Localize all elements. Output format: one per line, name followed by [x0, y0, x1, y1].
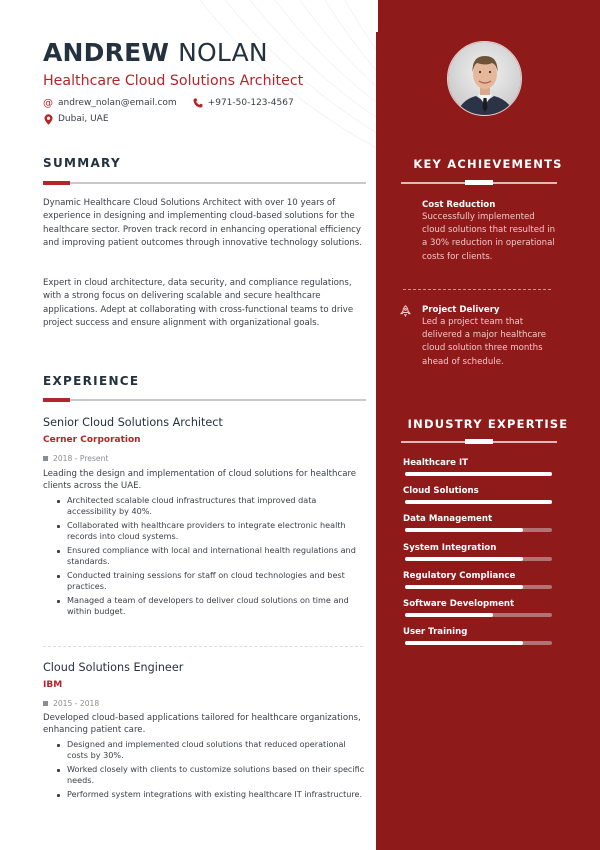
skill-bar-track	[405, 528, 552, 532]
skill-bar-track	[405, 613, 552, 617]
profile-photo	[447, 41, 522, 116]
job-description: Developed cloud-based applications tailored for healthcare organizations, enhancing patient care.	[43, 713, 361, 735]
job-separator	[43, 646, 363, 647]
experience-rule	[43, 399, 366, 401]
job-dates-text: 2015 - 2018	[53, 699, 100, 708]
rule-knob	[465, 439, 493, 444]
skill-item	[403, 543, 553, 561]
rule-accent	[43, 181, 70, 185]
contact-phone[interactable]	[193, 98, 294, 108]
skill-label: Software Development	[403, 599, 515, 609]
rocket-icon	[400, 305, 412, 317]
job-bullets	[55, 739, 367, 803]
company-name: IBM	[43, 680, 63, 690]
job-bullet: Performed system integrations with existing healthcare IT infrastructure.	[55, 789, 367, 800]
skill-label: Healthcare IT	[403, 458, 469, 468]
skill-item	[403, 599, 553, 617]
skill-label: Data Management	[403, 514, 493, 525]
job-bullet: Ensured compliance with local and international health regulations and standards.	[55, 545, 367, 567]
skill-item	[403, 514, 553, 532]
summary-paragraph-2: Expert in cloud architecture, data security, and compliance regulations, with a strong focus on delivering scalable and secure healthcare applications. Adept at collaborating with cross-functional teams to drive project success and ensure alignment with organizational goals.	[43, 278, 354, 329]
skill-bar-track	[405, 585, 552, 589]
skill-item	[403, 627, 553, 645]
sidebar-notch	[376, 0, 378, 32]
job-title: Cloud Solutions Engineer	[43, 661, 184, 674]
skill-item	[403, 458, 553, 476]
expertise-heading: INDUSTRY EXPERTISE	[407, 417, 569, 431]
summary-rule	[43, 182, 366, 184]
location-text: Dubai, UAE	[58, 114, 109, 124]
contact-email[interactable]	[43, 98, 177, 108]
calendar-icon	[43, 701, 48, 706]
skill-item	[403, 486, 553, 504]
skill-bar-fill	[405, 641, 523, 645]
summary-paragraph-1: Dynamic Healthcare Cloud Solutions Architect with over 10 years of experience in designing and implementing cloud-based solutions for the healthcare sector. Proven track record in enhancing operational efficiency and improving patient outcomes through innovative technology solutions.	[43, 198, 363, 249]
job-dates-text: 2018 - Present	[53, 454, 109, 463]
skill-bar-fill	[405, 500, 552, 504]
skill-bar-track	[405, 472, 552, 476]
calendar-icon	[43, 456, 48, 461]
candidate-name	[43, 38, 268, 67]
summary-heading: SUMMARY	[43, 156, 121, 170]
achievements-heading: KEY ACHIEVEMENTS	[413, 157, 563, 171]
achievement-title: Cost Reduction	[422, 200, 496, 210]
achievement-description: Successfully implemented cloud solutions that resulted in a 30% reduction in operational costs for clients.	[422, 212, 556, 262]
at-icon: @	[43, 97, 53, 109]
job-title: Senior Cloud Solutions Architect	[43, 416, 223, 429]
skill-label: Cloud Solutions	[403, 486, 479, 497]
job-bullet: Worked closely with clients to customize solutions based on their specific needs.	[55, 764, 367, 786]
skill-bar-track	[405, 557, 552, 561]
achievement-item	[400, 304, 560, 369]
map-pin-icon	[43, 114, 53, 124]
contact-info	[43, 95, 310, 127]
achievement-description: Led a project team that delivered a major healthcare cloud solution three months ahead of schedule.	[422, 317, 547, 367]
rule-knob	[465, 180, 493, 185]
skill-bar-fill	[405, 557, 523, 561]
job-bullet: Conducted training sessions for staff on cloud technologies and best practices.	[55, 570, 367, 592]
skill-bar-fill	[405, 585, 523, 589]
skill-label: System Integration	[403, 542, 497, 553]
contact-location	[43, 114, 109, 124]
experience-heading: EXPERIENCE	[43, 374, 140, 388]
job-description: Leading the design and implementation of cloud solutions for healthcare clients across the UAE.	[43, 469, 357, 491]
expertise-rule	[401, 441, 557, 443]
email-text: andrew_nolan@email.com	[58, 98, 177, 108]
skill-item	[403, 571, 553, 589]
job-bullets	[55, 495, 367, 620]
achievement-separator	[403, 289, 551, 290]
job-bullet: Collaborated with healthcare providers to integrate electronic health records into cloud systems.	[55, 520, 367, 542]
first-name: ANDREW	[43, 38, 170, 67]
achievement-title: Project Delivery	[422, 305, 500, 315]
skill-bar-fill	[405, 528, 523, 532]
job-title-headline: Healthcare Cloud Solutions Architect	[43, 73, 304, 89]
job-bullet: Designed and implemented cloud solutions that reduced operational costs by 30%.	[55, 739, 367, 761]
rule-accent	[43, 398, 70, 402]
skill-bar-fill	[405, 613, 493, 617]
phone-text: +971-50-123-4567	[207, 98, 294, 108]
job-dates	[43, 454, 108, 463]
skill-label: Regulatory Compliance	[403, 570, 516, 581]
last-name: NOLAN	[178, 38, 268, 67]
job-dates	[43, 699, 99, 708]
achievements-rule	[401, 182, 557, 184]
skill-bar-track	[405, 500, 552, 504]
skill-label: User Training	[403, 627, 468, 638]
job-bullet: Architected scalable cloud infrastructures that improved data accessibility by 40%.	[55, 495, 367, 517]
skill-bar-track	[405, 641, 552, 645]
job-bullet: Managed a team of developers to deliver cloud solutions on time and within budget.	[55, 595, 367, 617]
company-name: Cerner Corporation	[43, 435, 141, 445]
skill-bar-fill	[405, 472, 552, 476]
phone-icon	[193, 98, 203, 108]
achievement-item	[400, 199, 560, 264]
